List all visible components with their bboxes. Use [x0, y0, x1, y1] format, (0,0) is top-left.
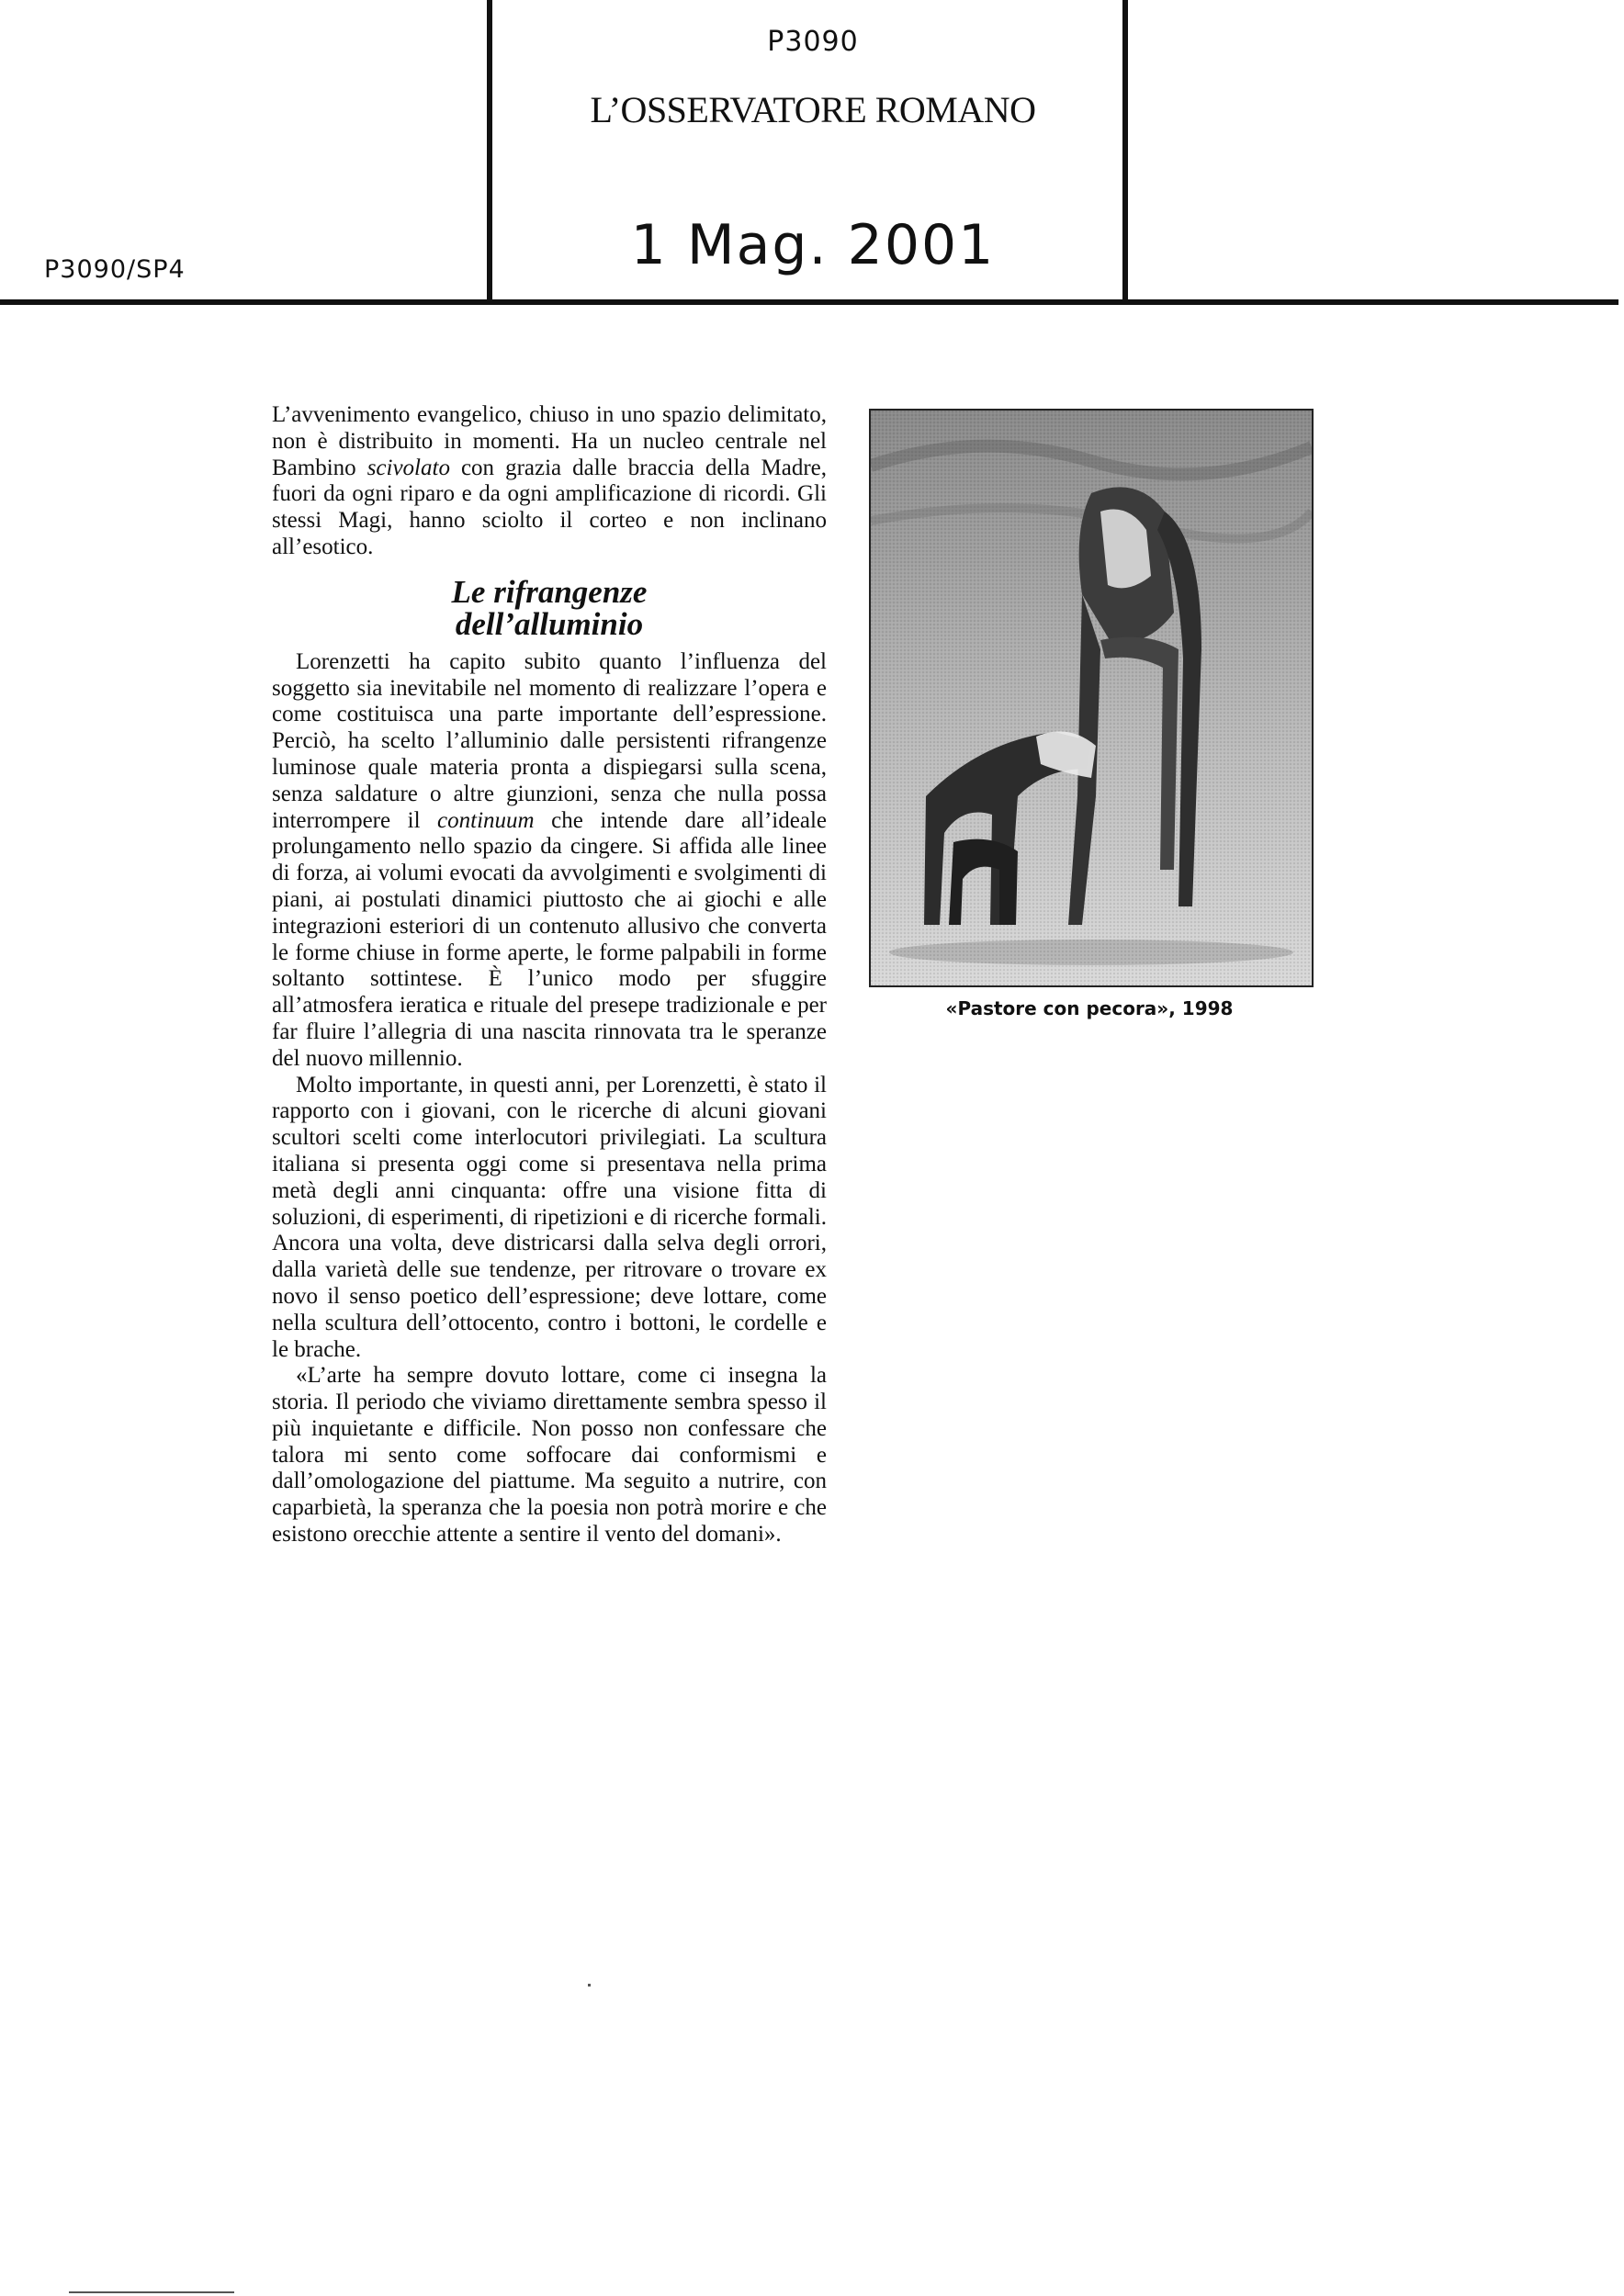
- archive-code: P3090: [767, 26, 859, 58]
- p1-text-2: che intende dare all’ideale prolungamento nello spazio da cingere. Si affida alle linee di forza, ai volumi evocati da avvolgimenti e svolgimenti di piani, ai postulati dinamici piuttosto che ai giochi e alle integrazioni esteriori di un contenuto allusivo che converta le forme chiuse in forme aperte, le forme palpabili in forme soltanto sottintese. È l’unico modo per sfuggire all’atmosfera ieratica e rituale del presepe tradizionale e per far fluire l’allegria di una nascita rinnovata tra le speranze del nuovo millennio.: [272, 807, 827, 1071]
- scan-speck: [588, 1984, 591, 1986]
- sculpture-photo-image: [871, 411, 1312, 985]
- p1-text-1: Lorenzetti ha capito subito quanto l’influenza del soggetto sia inevitabile nel momento di realizzare l’opera e come costituisca una parte importante dell’espressione. Perciò, ha scelto l’alluminio dalle persistenti rifrangenze luminose quale materia pronta a dispiegarsi sulla scena, senza saldature o altre giunzioni, senza che nulla possa interrompere il: [272, 648, 827, 833]
- body-paragraph-3: «L’arte ha sempre dovuto lottare, come ci insegna la storia. Il periodo che viviamo direttamente sembra spesso il più inquietante e difficile. Non posso non confessare che talora mi sento come soffocare dai conformismi e dall’omologazione del piattume. Ma seguito a nutrire, con caparbietà, la speranza che la poesia non potrà morire e che esistono orecchie attente a sentire il vento del domani».: [272, 1363, 827, 1548]
- clipping-header: [0, 0, 1624, 307]
- article-column: [272, 402, 827, 1548]
- body-paragraph-2: Molto importante, in questi anni, per Lorenzetti, è stato il rapporto con i giovani, con le ricerche di alcuni giovani scultori scelti come interlocutori privilegiati. La scultura italiana si presenta oggi come si presentava nella prima metà degli anni cinquanta: offre una visione fitta di soluzioni, di esperimenti, di ripetizioni e di ricerche formali. Ancora una volta, deve districarsi dalla selva degli orrori, dalla varietà delle sue tendenze, per ritrovare o trovare ex novo il senso poetico dell’espressione; deve lottare, come nella scultura dell’ottocento, contro i bottoni, le cordelle e le brache.: [272, 1072, 827, 1362]
- p1-emphasis: continuum: [437, 807, 535, 833]
- archive-subcode: P3090/SP4: [44, 255, 186, 284]
- sculpture-photo: [869, 409, 1314, 987]
- body-paragraph-1: [272, 649, 827, 1073]
- subheading-line-2: dell’alluminio: [455, 605, 644, 642]
- intro-text-2: con grazia dalle braccia della Madre, fuori da ogni riparo e da ogni amplificazione di ricordi. Gli stessi Magi, hanno sciolto il corteo e non inclinano all’esotico.: [272, 455, 827, 559]
- intro-text-1: L’avvenimento evangelico, chiuso in uno spazio delimitato, non è distribuito in momenti. Ha un nucleo centrale nel Bambino: [272, 402, 827, 480]
- scan-edge-mark: [69, 2291, 234, 2293]
- intro-paragraph: [272, 402, 827, 561]
- publication-date: 1 Mag. 2001: [630, 213, 996, 277]
- subheading-line-1: Le rifrangenze: [451, 573, 648, 610]
- intro-emphasis: scivolato: [367, 455, 450, 480]
- subheading: [272, 573, 827, 642]
- header-rule: [0, 299, 1618, 305]
- photo-caption: «Pastore con pecora», 1998: [945, 997, 1234, 1019]
- newspaper-name: L’OSSERVATORE ROMANO: [590, 89, 1036, 130]
